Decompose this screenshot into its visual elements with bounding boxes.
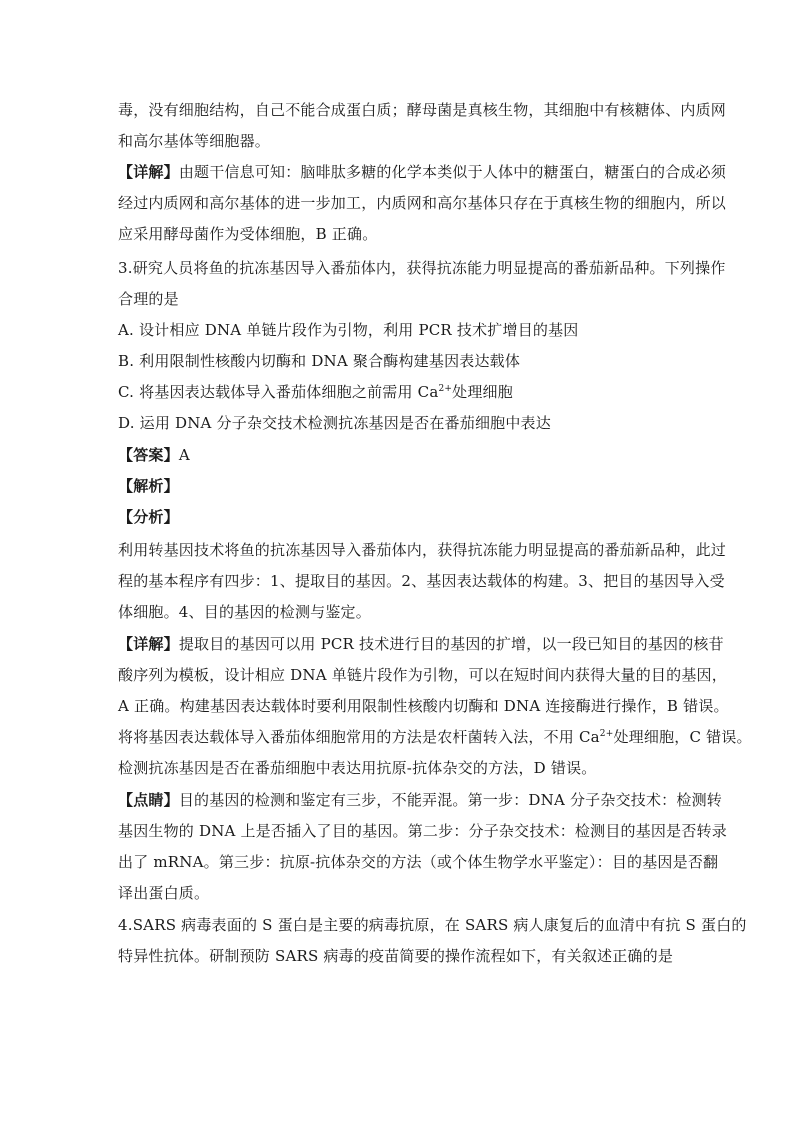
text-line: 合理的是: [118, 290, 179, 308]
text-line: 毒，没有细胞结构，自己不能合成蛋白质；酵母菌是真核生物，其细胞中有核糖体、内质网: [118, 101, 727, 119]
dianjing-paragraph: 【点睛】目的基因的检测和鉴定有三步，不能弄混。第一步：DNA 分子杂交技术：检测转: [118, 791, 722, 809]
text-line: 将将基因表达载体导入番茄体细胞常用的方法是农杆菌转入法，不用 $Ca^{2+}$处理细胞，C 错误。: [118, 728, 752, 746]
question-3-stem: 3.研究人员将鱼的抗冻基因导入番茄体内，获得抗冻能力明显提高的番茄新品种。下列操作: [118, 259, 726, 277]
analysis-heading: 【解析】: [118, 477, 179, 495]
text-line: 译出蛋白质。: [118, 884, 210, 902]
option-a: A. 设计相应 DNA 单链片段作为引物，利用 PCR 技术扩增目的基因: [118, 321, 579, 339]
question-4-stem: 4.SARS 病毒表面的 S 蛋白是主要的病毒抗原，在 SARS 病人康复后的血清中有抗 S 蛋白的: [118, 916, 747, 934]
dianjing-label: 【点睛】: [118, 791, 179, 809]
text-line: 出了 mRNA。第三步：抗原-抗体杂交的方法（或个体生物学水平鉴定）：目的基因是否翻: [118, 853, 719, 871]
text-line: 体细胞。4、目的基因的检测与鉴定。: [118, 603, 371, 621]
text-line: 检测抗冻基因是否在番茄细胞中表达用抗原-抗体杂交的方法，D 错误。: [118, 759, 597, 777]
text-line: 酸序列为模板，设计相应 DNA 单链片段作为引物，可以在短时间内获得大量的目的基因，: [118, 666, 727, 684]
option-b: B. 利用限制性核酸内切酶和 DNA 聚合酶构建基因表达载体: [118, 352, 521, 370]
text-line: 基因生物的 DNA 上是否插入了目的基因。第二步：分子杂交技术：检测目的基因是否转录: [118, 822, 727, 840]
text-line: 经过内质网和高尔基体的进一步加工，内质网和高尔基体只存在于真核生物的细胞内，所以: [118, 194, 727, 212]
detail-label: 【详解】: [118, 635, 179, 653]
text-line: 利用转基因技术将鱼的抗冻基因导入番茄体内，获得抗冻能力明显提高的番茄新品种，此过: [118, 541, 727, 559]
fenxi-heading: 【分析】: [118, 508, 179, 526]
detail-paragraph: 【详解】由题干信息可知：脑啡肽多糖的化学本类似于人体中的糖蛋白，糖蛋白的合成必须: [118, 163, 727, 181]
text-line: 特异性抗体。研制预防 SARS 病毒的疫苗简要的操作流程如下，有关叙述正确的是: [118, 947, 674, 965]
text-line: 应采用酵母菌作为受体细胞，B 正确。: [118, 225, 378, 243]
text-line: 程的基本程序有四步：1、提取目的基因。2、基因表达载体的构建。3、把目的基因导入受: [118, 572, 725, 590]
text-line: 和高尔基体等细胞器。: [118, 132, 271, 150]
answer-line: 【答案】A: [118, 446, 190, 464]
text-line: A 正确。构建基因表达载体时要利用限制性核酸内切酶和 DNA 连接酶进行操作，B 错误。: [118, 697, 729, 715]
detail-label: 【详解】: [118, 163, 179, 181]
option-c: C. 将基因表达载体导入番茄体细胞之前需用 $Ca^{2+}$处理细胞: [118, 383, 513, 401]
answer-label: 【答案】: [118, 446, 179, 464]
option-d: D. 运用 DNA 分子杂交技术检测抗冻基因是否在番茄细胞中表达: [118, 414, 551, 432]
detail-paragraph: 【详解】提取目的基因可以用 PCR 技术进行目的基因的扩增，以一段已知目的基因的核苷: [118, 635, 724, 653]
